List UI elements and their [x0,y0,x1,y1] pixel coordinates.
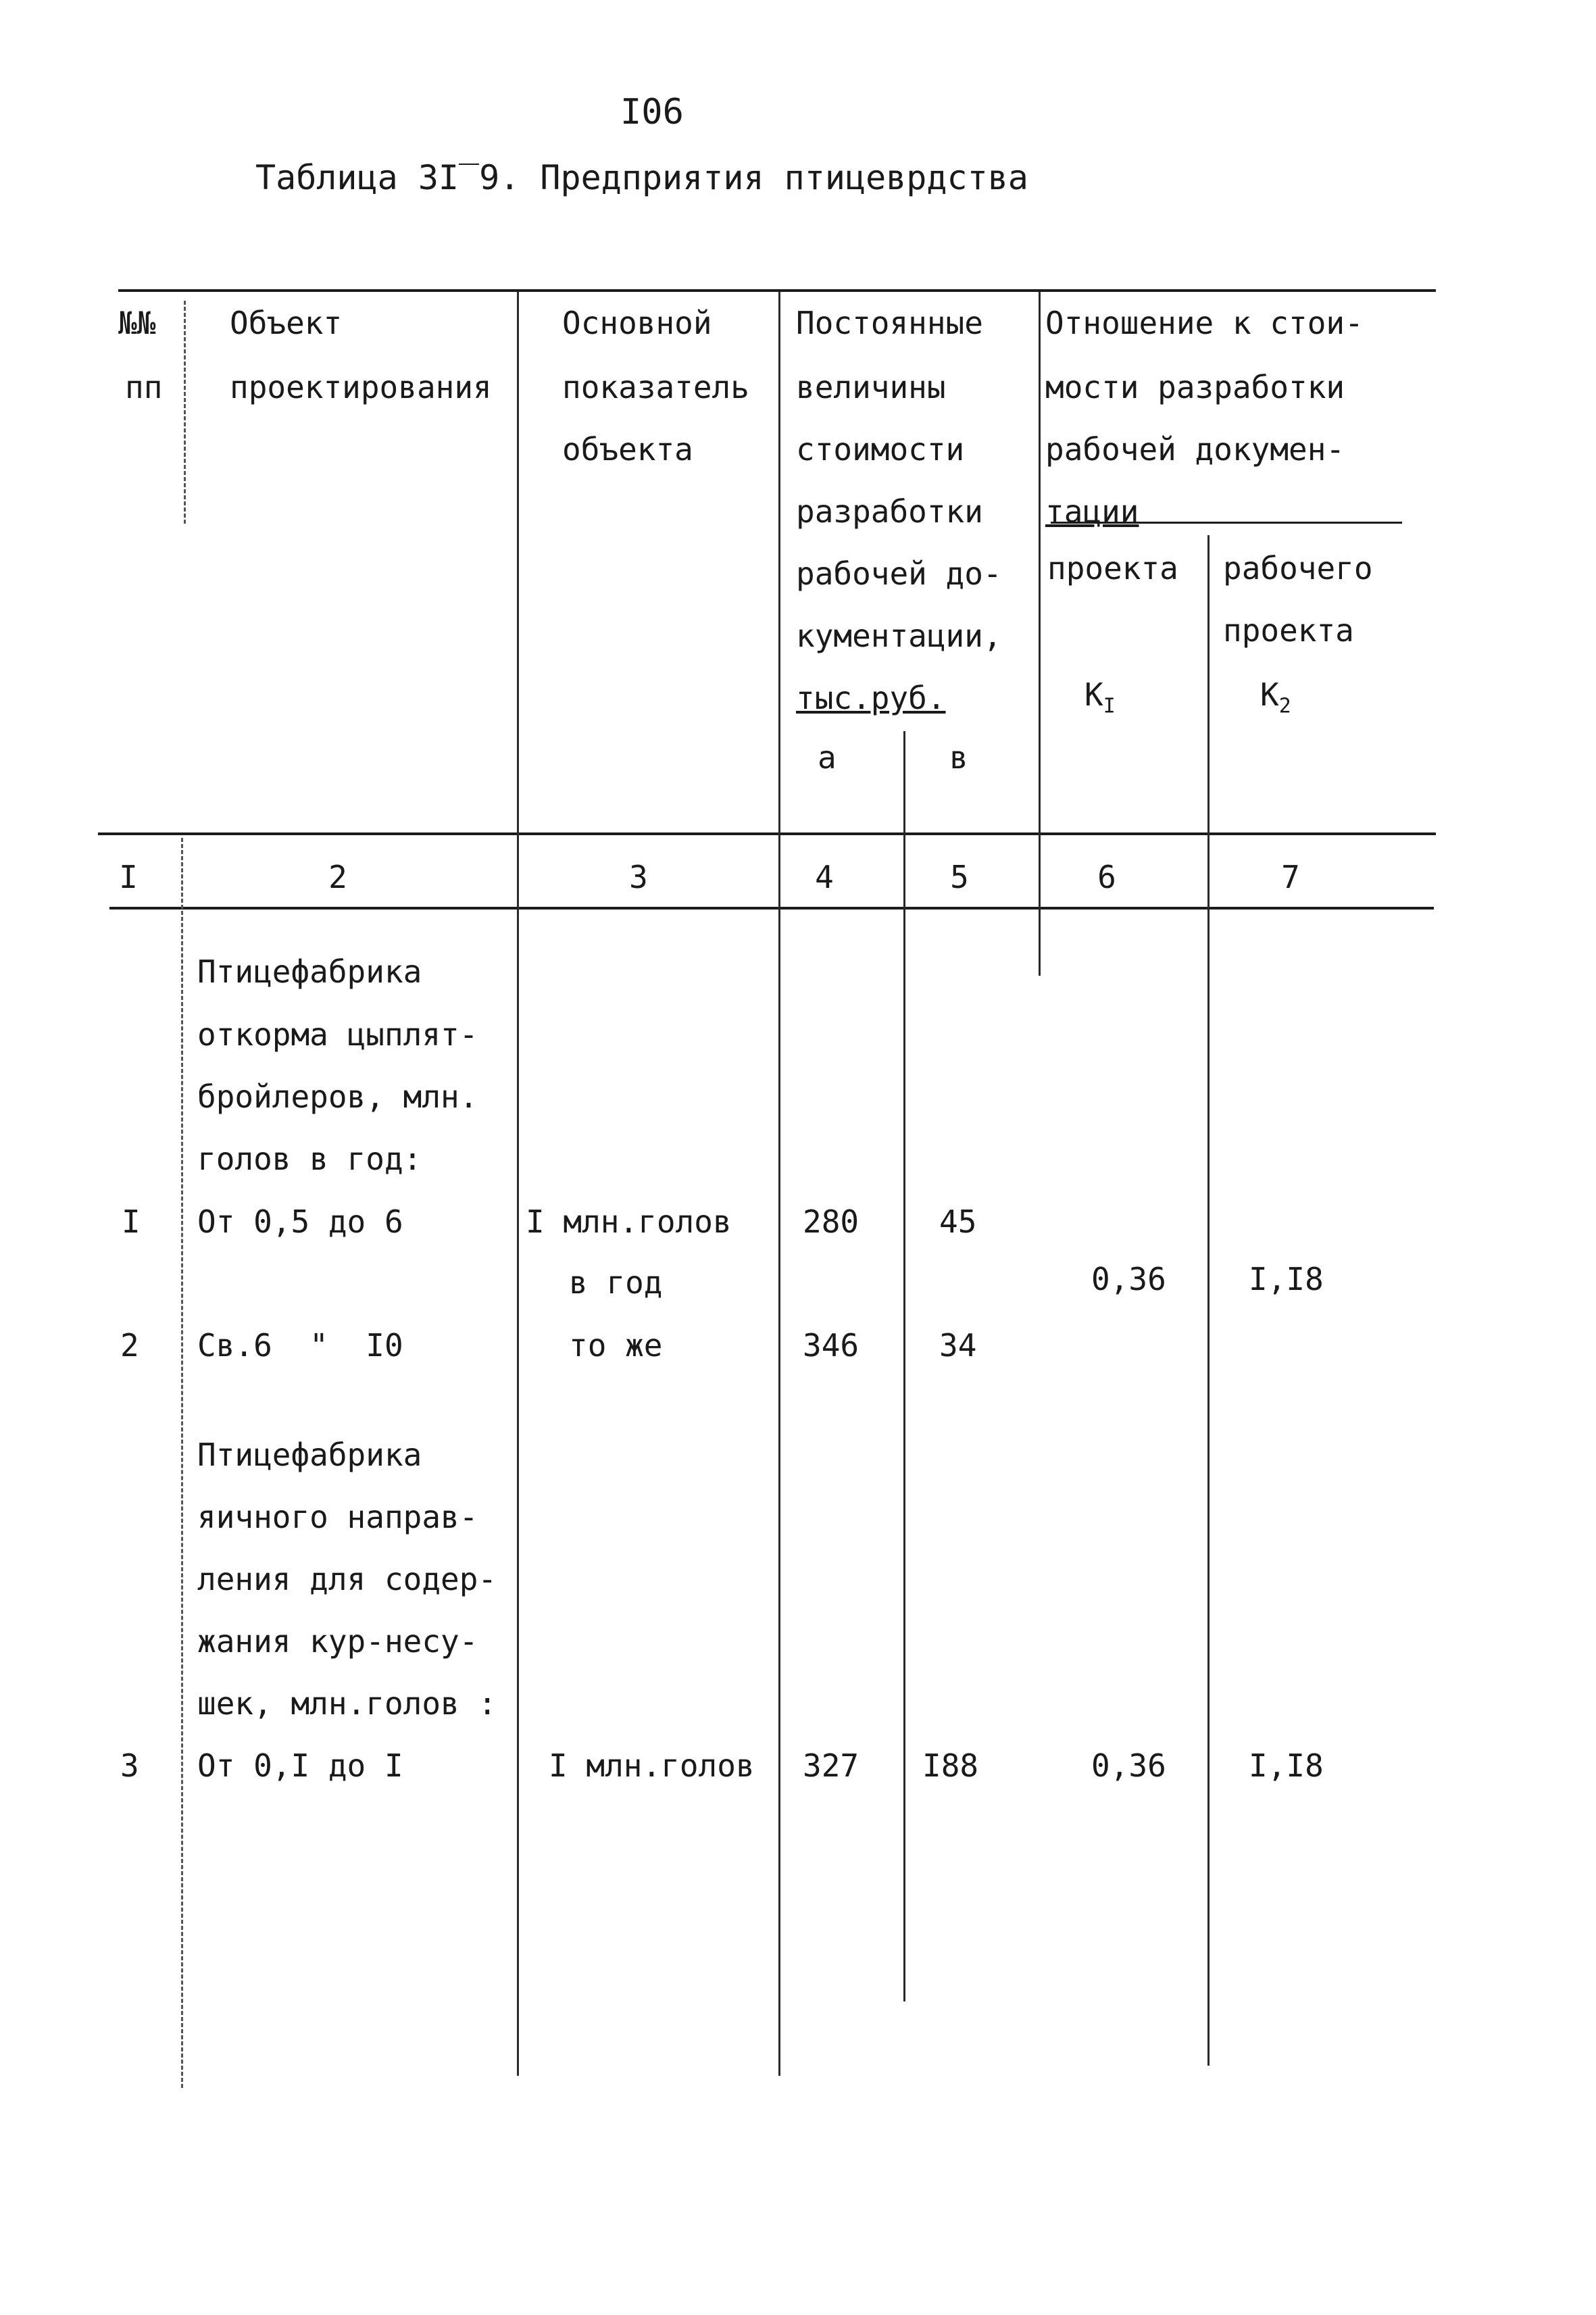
row-value-a: 280 [803,1203,859,1240]
col-number: 3 [629,859,648,895]
group-title-line: откорма цыплят- [197,1016,478,1053]
header-col5-sub: в [949,739,968,776]
row-object: Св.6 " I0 [197,1327,403,1364]
col-number: 6 [1097,859,1116,895]
col-number: 4 [815,859,834,895]
group-title-line: жания кур-несу- [197,1623,478,1660]
header-col6-k: $К_I$ [1084,676,1116,718]
header-col45-line: величины [796,369,946,405]
group-k2: I,I8 [1249,1261,1324,1297]
header-col45-line: кументации, [796,618,1002,654]
header-col2-line: проектирования [230,369,492,405]
table-title: Таблица 3I‾9. Предприятия птицеврдства [255,158,1028,197]
row-object: От 0,I до I [197,1747,403,1784]
row-indicator: в год [569,1264,663,1301]
group-title-line: Птицефабрика [197,953,422,990]
header-col45-line: разработки [796,493,983,530]
header-col4-sub: а [818,739,837,776]
row-number: I [122,1203,141,1240]
group-title-line: бройлеров, млн. [197,1078,478,1115]
col-number: 2 [328,859,347,895]
row-number: 3 [120,1747,139,1784]
row-value-b: I88 [922,1747,979,1784]
header-col45-unit: тыс.руб. [796,680,946,716]
group-k1: 0,36 [1091,1747,1166,1784]
header-col3-line: объекта [562,431,693,468]
header-col45-line: рабочей до- [796,555,1002,592]
row-number: 2 [120,1327,139,1364]
header-col1-line: №№ [118,305,156,341]
header-col3-line: Основной [562,305,712,341]
header-col2-line: Объект [230,305,343,341]
row-value-a: 346 [803,1327,859,1364]
row-value-a: 327 [803,1747,859,1784]
header-col1-line: пп [125,369,163,405]
header-col67-line: Отношение к стои- [1045,305,1364,341]
row-indicator: то же [569,1327,663,1364]
header-col7-k: $К_2$ [1260,676,1291,718]
header-col67-line: мости разработки [1045,369,1345,405]
group-title-line: ления для содер- [197,1561,497,1597]
col-number: 5 [950,859,969,895]
header-col6-line: проекта [1047,550,1178,587]
group-k1: 0,36 [1091,1261,1166,1297]
group-title-line: шек, млн.голов : [197,1685,497,1722]
page-number: I06 [620,92,684,132]
group-title-line: яичного направ- [197,1499,478,1535]
row-value-b: 34 [939,1327,977,1364]
row-value-b: 45 [939,1203,977,1240]
group-title-line: голов в год: [197,1141,422,1177]
row-indicator: I млн.голов [549,1747,755,1784]
row-object: От 0,5 до 6 [197,1203,403,1240]
col-number: I [119,859,138,895]
header-col3-line: показатель [562,369,749,405]
header-col67-line: тации [1045,493,1139,530]
col-number: 7 [1281,859,1300,895]
header-col67-line: рабочей докумен- [1045,431,1345,468]
row-indicator: I млн.голов [526,1203,732,1240]
header-col45-line: Постоянные [796,305,983,341]
group-title-line: Птицефабрика [197,1437,422,1473]
header-col45-line: стоимости [796,431,965,468]
header-col7-line: проекта [1223,612,1354,649]
group-k2: I,I8 [1249,1747,1324,1784]
header-col7-line: рабочего [1223,550,1373,587]
